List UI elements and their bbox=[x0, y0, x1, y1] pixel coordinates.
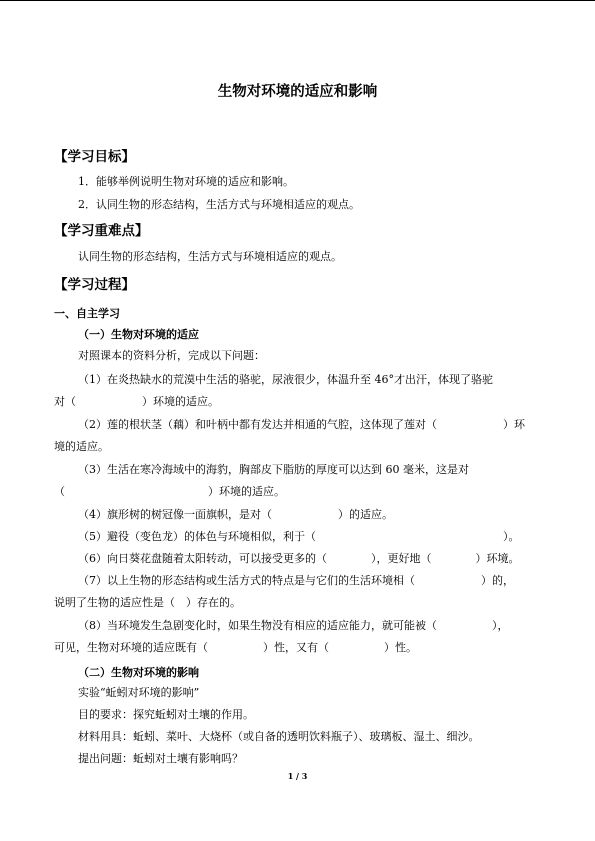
section-heading-goals: 【学习目标】 bbox=[54, 149, 135, 165]
experiment-materials: 材料用具：蚯蚓、菜叶、大烧杯（或自备的透明饮料瓶子）、玻璃板、湿土、细沙。 bbox=[78, 730, 480, 743]
question-7-line: 说明了生物的适应性是（ ）存在的。 bbox=[54, 596, 241, 609]
page-number: 1 / 3 bbox=[287, 771, 308, 781]
question-2-line: （2）莲的根状茎（藕）和叶柄中都有发达并相通的气腔，这体现了莲对（ ）环 bbox=[78, 418, 525, 431]
question-3-line: （ ）环境的适应。 bbox=[54, 485, 285, 498]
goal-item: 1．能够举例说明生物对环境的适应和影响。 bbox=[78, 175, 294, 188]
experiment-goal: 目的要求：探究蚯蚓对土壤的作用。 bbox=[78, 708, 254, 721]
question-7-line: （7）以上生物的形态结构或生活方式的特点是与它们的生活环境相（ ）的， bbox=[78, 574, 514, 587]
part-heading: 一、自主学习 bbox=[54, 307, 120, 320]
question-1-line: （1）在炎热缺水的荒漠中生活的骆驼，尿液很少，体温升至 46°才出汗，体现了骆驼 bbox=[78, 373, 493, 386]
question-2-line: 境的适应。 bbox=[54, 440, 109, 453]
experiment-title: 实验“蚯蚓对环境的影响” bbox=[78, 686, 200, 699]
question-8-line: （8）当环境发生急剧变化时，如果生物没有相应的适应能力，就可能被（ ）， bbox=[78, 619, 509, 632]
experiment-question: 提出问题：蚯蚓对土壤有影响吗？ bbox=[78, 752, 243, 765]
question-1-line: 对（ ）环境的适应。 bbox=[54, 395, 219, 408]
question-3-line: （3）生活在寒冷海域中的海豹，胸部皮下脂肪的厚度可以达到 60 毫米，这是对 bbox=[78, 463, 469, 476]
page-title: 生物对环境的适应和影响 bbox=[217, 84, 378, 100]
question-6: （6）向日葵花盘随着太阳转动，可以接受更多的（ ），更好地（ ）环境。 bbox=[78, 552, 520, 565]
subsection-heading: （二）生物对环境的影响 bbox=[78, 666, 199, 679]
section-heading-keypoints: 【学习重难点】 bbox=[54, 223, 149, 239]
goal-item: 2．认同生物的形态结构，生活方式与环境相适应的观点。 bbox=[78, 198, 360, 211]
question-5: （5）避役（变色龙）的体色与环境相似，利于（ ）。 bbox=[78, 530, 520, 543]
section-heading-process: 【学习过程】 bbox=[54, 277, 135, 293]
question-4: （4）旗形树的树冠像一面旗帜，是对（ ）的适应。 bbox=[78, 508, 393, 521]
keypoint-text: 认同生物的形态结构，生活方式与环境相适应的观点。 bbox=[78, 250, 342, 263]
intro-text: 对照课本的资料分析，完成以下问题： bbox=[78, 349, 265, 362]
subsection-heading: （一）生物对环境的适应 bbox=[78, 328, 199, 341]
question-8-line: 可见，生物对环境的适应既有（ ）性，又有（ ）性。 bbox=[54, 641, 417, 654]
